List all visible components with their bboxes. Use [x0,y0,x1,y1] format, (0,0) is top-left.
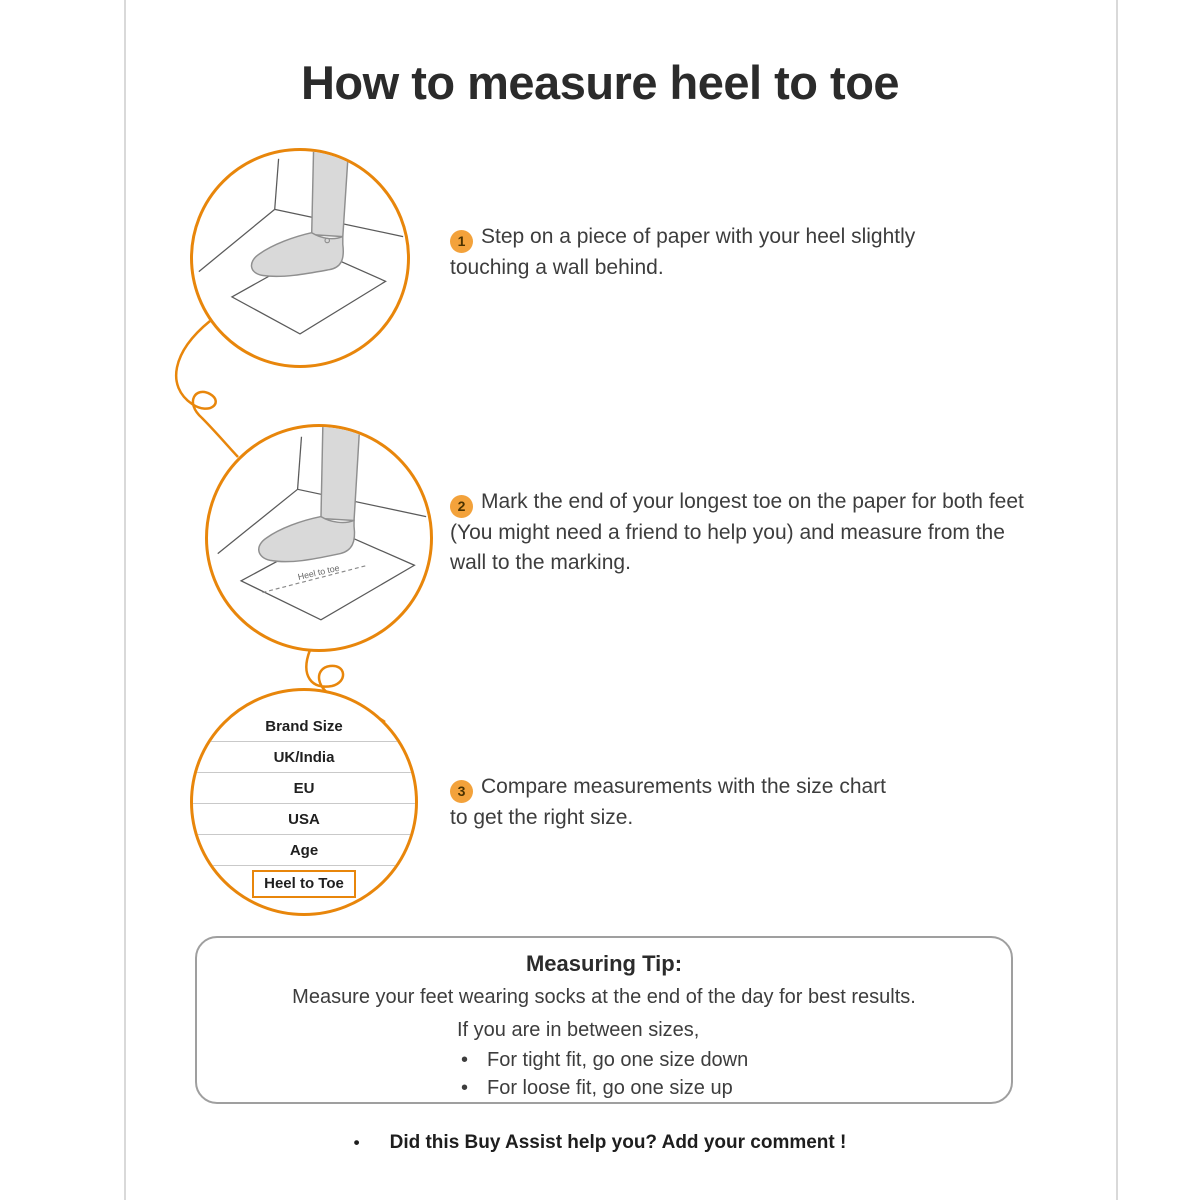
leg-shape [312,151,349,237]
heel-to-toe-label: Heel to toe [296,562,341,582]
page-title: How to measure heel to toe [300,56,900,109]
tip-between-sizes-group [457,1019,1011,1102]
size-chart-row: Brand Size [193,711,415,742]
tip-bullet-item: • For loose fit, go one size up [457,1074,1011,1102]
tip-line-2: If you are in between sizes, [457,1019,700,1041]
step-2-number-badge: 2 [450,495,473,518]
left-border-line [124,0,126,1200]
step-2-text: Mark the end of your longest toe on the paper for both feet (You might need a friend to help you) and measure from the wall to the marking. [450,490,1024,574]
size-chart-row-heel-to-toe [193,866,415,902]
size-chart-row: UK/India [193,742,415,773]
leg-shape [321,427,360,520]
step-2 [450,487,1038,578]
footer-note [0,1132,1200,1154]
tip-bullet-list [457,1046,1011,1102]
step-3 [450,772,900,833]
tip-bullet-item: • For tight fit, go one size down [457,1046,1011,1074]
illustration-circle-step3 [190,688,418,916]
bullet-icon: • [353,1133,360,1152]
tip-line-1: Measure your feet wearing socks at the end of the day for best results. [292,986,916,1008]
step-1-number-badge: 1 [450,230,473,253]
step-1-text: Step on a piece of paper with your heel slightly touching a wall behind. [450,225,916,279]
size-chart-row: EU [193,773,415,804]
measuring-tip-box [195,936,1013,1104]
tip-title: Measuring Tip: [525,951,683,976]
size-chart-illustration [193,691,415,902]
foot-on-paper-illustration [193,151,407,365]
illustration-circle-step2 [205,424,433,652]
footer-note-text: Did this Buy Assist help you? Add your comment ! [389,1132,847,1153]
step-1 [450,222,928,283]
foot-measure-illustration [208,427,430,649]
size-chart-row: Age [193,835,415,866]
step-3-number-badge: 3 [450,780,473,803]
illustration-circle-step1 [190,148,410,368]
right-border-line [1116,0,1118,1200]
size-chart-row: USA [193,804,415,835]
heel-to-toe-highlight: Heel to Toe [252,870,356,898]
step-3-text: Compare measurements with the size chart to get the right size. [450,775,886,829]
